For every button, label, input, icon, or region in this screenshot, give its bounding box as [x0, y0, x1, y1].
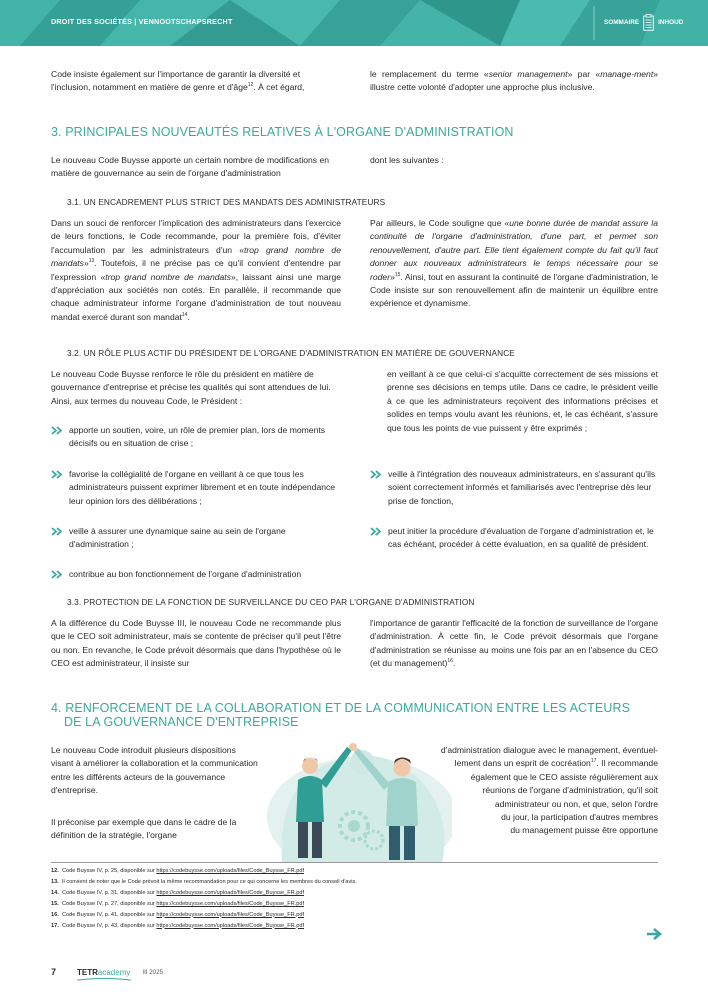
- list-item: veille à assurer une dynamique saine au sein de l'organe d'administration ;: [51, 525, 341, 552]
- footnote: 17. Code Buysse IV, p. 43, disponible sur https://codebuysse.com/uploads/files/Code_Buysse_FR.pdf: [51, 922, 305, 929]
- subsection-3-3-left: A la différence du Code Buysse III, le nouveau Code ne recommande plus que le CEO soit administrateur, mais se contente de préciser qu'il peut l'être ou non. En revanche, le Code prévoit désormais que dans l'hypothèse où le CEO est administrateur, il insiste sur: [51, 618, 341, 669]
- bullet-arrow-icon: [51, 570, 63, 579]
- intro-left-paragraph: Code insiste également sur l'importance de garantir la diversité et l'inclusion, notamment en matière de genre et d'âge$^{12}$. À cet égard,: [51, 69, 305, 93]
- clipboard-icon[interactable]: [643, 14, 654, 31]
- inhoud-link[interactable]: INHOUD: [658, 19, 684, 26]
- section-3-intro-right: dont les suivantes :: [370, 155, 444, 165]
- section-4-title: 4. RENFORCEMENT DE LA COLLABORATION ET DE LA COMMUNICATION ENTRE LES ACTEURS DE LA GOUVERNANCE D'ENTREPRISE: [51, 701, 631, 729]
- footnote-link[interactable]: https://codebuysse.com/uploads/files/Code_Buysse_FR.pdf: [156, 889, 305, 896]
- footnote: 14. Code Buysse IV, p. 31, disponible sur https://codebuysse.com/uploads/files/Code_Buysse_FR.pdf: [51, 889, 305, 896]
- section-4-left-p2: Il préconise par exemple que dans le cadre de la définition de la stratégie, l'organe: [51, 817, 237, 841]
- section-3-title: 3. PRINCIPALES NOUVEAUTÉS RELATIVES À L'ORGANE D'ADMINISTRATION: [51, 125, 514, 139]
- subsection-3-1-title: 3.1. UN ENCADREMENT PLUS STRICT DES MANDATS DES ADMINISTRATEURS: [67, 197, 386, 207]
- section-4-left-p1: Le nouveau Code introduit plusieurs dispositions visant à améliorer la collaboration et la communication entre les différents acteurs de la gouvernance d'entreprise.: [51, 745, 258, 796]
- footnote-link[interactable]: https://codebuysse.com/uploads/files/Code_Buysse_FR.pdf: [156, 868, 305, 874]
- subsection-3-3-right: l'importance de garantir l'efficacité de la fonction de surveillance de l'organe d'administration. À cette fin, le Code prévoit désormais que l'organe d'administration se réunisse au moins une fois par an en l'absence du CEO (et du management)$^{16}$.: [370, 618, 658, 669]
- bullet-arrow-icon: [51, 527, 63, 536]
- footnote: 12. Code Buysse IV, p. 25, disponible sur https://codebuysse.com/uploads/files/Code_Buysse_FR.pdf: [51, 868, 305, 874]
- list-item: peut initier la procédure d'évaluation de l'organe d'administration et, le cas échéant, procéder à cette évaluation, en sa qualité de président.: [370, 525, 658, 552]
- subsection-3-3-title: 3.3. PROTECTION DE LA FONCTION DE SURVEILLANCE DU CEO PAR L'ORGANE D'ADMINISTRATION: [67, 597, 475, 607]
- subsection-3-1-left: Dans un souci de renforcer l'implication des administrateurs dans l'exercice de leurs fonctions, le Code recommande, pour la première fois, d'éviter l'accumulation par les administrateurs d'un «trop grand nombre de mandats»$^{13}$. Toutefois, il ne précise pas ce qu'il convient d'entendre par l'expression «trop grand nombre de mandats», laissant ainsi une marge d'appréciation aux sociétés non cotés. En parallèle, il recommande que chaque administrateur informe l'organe d'administration de tout nouveau mandat exercé durant son mandat$^{14}$.: [51, 218, 341, 322]
- page-header: [0, 0, 708, 46]
- subsection-3-1-right: Par ailleurs, le Code souligne que «une bonne durée de mandat assure la continuité de l'organe d'administration, d'une part, et permet son renouvellement, d'autre part. Elle tient également compte du fait qu'il faut donner aux nouveaux administrateurs le temps nécessaire pour se roder»$^{15}$. Ainsi, tout en assurant la continuité de l'organe d'administration, le Code insiste sur son renouvellement afin de maintenir un équilibre entre expérience et dynamisme.: [370, 218, 658, 309]
- subsection-3-2-title: 3.2. UN RÔLE PLUS ACTIF DU PRÉSIDENT DE L'ORGANE D'ADMINISTRATION EN MATIÈRE DE GOUVERNANCE: [67, 348, 515, 358]
- list-item: apporte un soutien, voire, un rôle de premier plan, lors de moments décisifs ou en situation de crise ;: [51, 424, 341, 451]
- footnote-link[interactable]: https://codebuysse.com/uploads/files/Code_Buysse_FR.pdf: [156, 900, 305, 907]
- list-item: contribue au bon fonctionnement de l'organe d'administration: [51, 568, 341, 583]
- tetracademy-logo: TETRacademy: [77, 968, 130, 977]
- page-number: 7: [51, 967, 57, 977]
- bullet-arrow-icon: [370, 527, 382, 536]
- footnote-divider: [51, 862, 658, 863]
- subsection-3-2-intro: Le nouveau Code Buysse renforce le rôle du président en matière de gouvernance d'entreprise et précise les qualités qui sont attendues de lui. Ainsi, aux termes du nouveau Code, le Président :: [51, 369, 331, 406]
- page-footer: [51, 967, 163, 977]
- list-item: veille à l'intégration des nouveaux administrateurs, en s'assurant qu'ils soient correctement informés et familiarisés avec l'entreprise dès leur prise de fonction,: [370, 468, 658, 508]
- section-4-right-paragraph: d'administration dialogue avec le management, éventuel- lement dans un esprit de cocréation$^{17}$. Il recommande également que le CEO assiste régulièrement aux réunions de l'organe d'administration, qu'il soit administrateur ou non, et que, selon l'ordre du jour, la participation d'autres membres du management puisse être opportune: [440, 745, 658, 836]
- footnote-link[interactable]: https://codebuysse.com/uploads/files/Code_Buysse_FR.pdf: [156, 922, 305, 929]
- intro-right-paragraph: le remplacement du terme «senior management» par «manage-ment» illustre cette volonté d'adopter une approche plus inclusive.: [370, 69, 658, 93]
- footnote: 13. Il convient de noter que le Code prévoit la même recommandation pour ce qui concerne les membres du conseil d'avis.: [51, 878, 357, 885]
- footnote: 16. Code Buysse IV, p. 41, disponible sur https://codebuysse.com/uploads/files/Code_Buysse_FR.pdf: [51, 911, 305, 918]
- list-item: favorise la collégialité de l'organe en veillant à ce que tous les administrateurs puissent exprimer librement et en toute indépendance leur opinion lors des délibérations ;: [51, 468, 341, 508]
- next-page-arrow-icon[interactable]: [646, 928, 662, 940]
- sommaire-link[interactable]: SOMMAIRE: [604, 19, 640, 26]
- footnote: 15. Code Buysse IV, p. 27, disponible sur https://codebuysse.com/uploads/files/Code_Buysse_FR.pdf: [51, 900, 305, 907]
- section-3-intro-left: Le nouveau Code Buysse apporte un certain nombre de modifications en matière de gouvernance au sein de l'organe d'administration: [51, 155, 330, 179]
- subsection-3-2-right-continued: en veillant à ce que celui-ci s'acquitte correctement de ses missions et prenne ses décisions en temps utile. Dans ce cadre, le président veille à ce que les administrateurs reçoivent des informations précises et solides en temps voulu avant les réunions, et, le cas échéant, s'assure que tous les points de vue puissent y être exprimés ;: [387, 369, 658, 433]
- issue-label: III 2025: [142, 968, 164, 976]
- footnotes: [51, 866, 658, 931]
- footnote-link[interactable]: https://codebuysse.com/uploads/files/Code_Buysse_FR.pdf: [156, 911, 305, 918]
- bullet-arrow-icon: [51, 426, 63, 435]
- header-nav[interactable]: [604, 14, 683, 31]
- bullet-arrow-icon: [51, 470, 63, 479]
- bullet-arrow-icon: [370, 470, 382, 479]
- header-section-title: DROIT DES SOCIÉTÉS | VENNOOTSCHAPSRECHT: [51, 17, 233, 26]
